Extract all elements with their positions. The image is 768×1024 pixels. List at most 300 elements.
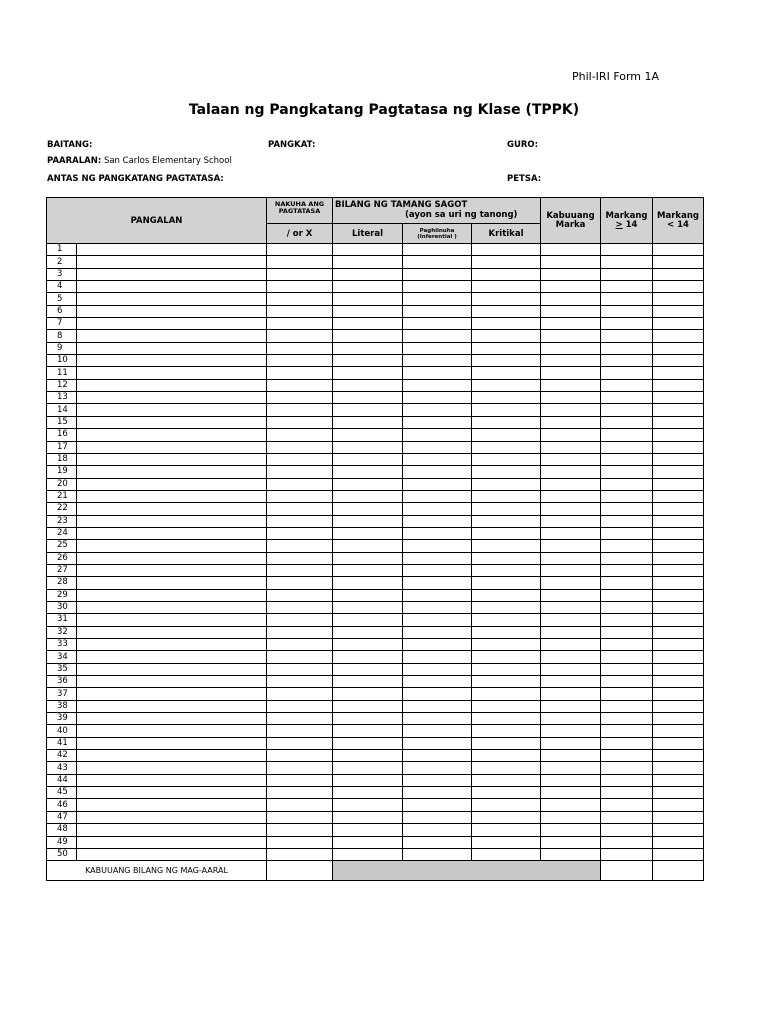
markang-ge-14-cell[interactable] [601,626,653,638]
literal-cell[interactable] [333,416,403,428]
kabuuang-marka-cell[interactable] [541,503,601,515]
kritikal-cell[interactable] [472,836,541,848]
paghiinuha-cell[interactable] [403,244,472,256]
kabuuang-marka-cell[interactable] [541,651,601,663]
nakuha-cell[interactable] [267,750,333,762]
kritikal-cell[interactable] [472,811,541,823]
markang-ge-14-cell[interactable] [601,416,653,428]
markang-ge-14-cell[interactable] [601,478,653,490]
kabuuang-marka-cell[interactable] [541,441,601,453]
paghiinuha-cell[interactable] [403,429,472,441]
literal-cell[interactable] [333,256,403,268]
kritikal-cell[interactable] [472,392,541,404]
markang-ge-14-cell[interactable] [601,527,653,539]
kritikal-cell[interactable] [472,787,541,799]
markang-lt-14-cell[interactable] [653,762,704,774]
name-cell[interactable] [77,416,267,428]
literal-cell[interactable] [333,552,403,564]
kritikal-cell[interactable] [472,416,541,428]
name-cell[interactable] [77,268,267,280]
markang-lt-14-cell[interactable] [653,281,704,293]
kabuuang-marka-cell[interactable] [541,552,601,564]
kabuuang-marka-cell[interactable] [541,663,601,675]
nakuha-cell[interactable] [267,688,333,700]
paghiinuha-cell[interactable] [403,404,472,416]
paghiinuha-cell[interactable] [403,305,472,317]
paghiinuha-cell[interactable] [403,700,472,712]
kritikal-cell[interactable] [472,466,541,478]
nakuha-cell[interactable] [267,651,333,663]
kabuuang-marka-cell[interactable] [541,577,601,589]
paghiinuha-cell[interactable] [403,601,472,613]
literal-cell[interactable] [333,244,403,256]
nakuha-cell[interactable] [267,639,333,651]
literal-cell[interactable] [333,268,403,280]
nakuha-cell[interactable] [267,540,333,552]
literal-cell[interactable] [333,281,403,293]
markang-ge-14-cell[interactable] [601,355,653,367]
literal-cell[interactable] [333,392,403,404]
literal-cell[interactable] [333,379,403,391]
kabuuang-marka-cell[interactable] [541,676,601,688]
literal-cell[interactable] [333,676,403,688]
literal-cell[interactable] [333,651,403,663]
name-cell[interactable] [77,503,267,515]
markang-lt-14-cell[interactable] [653,676,704,688]
markang-ge-14-cell[interactable] [601,774,653,786]
markang-lt-14-cell[interactable] [653,305,704,317]
literal-cell[interactable] [333,762,403,774]
name-cell[interactable] [77,429,267,441]
markang-lt-14-cell[interactable] [653,244,704,256]
literal-cell[interactable] [333,774,403,786]
markang-ge-14-cell[interactable] [601,268,653,280]
markang-lt-14-cell[interactable] [653,490,704,502]
kritikal-cell[interactable] [472,429,541,441]
nakuha-cell[interactable] [267,552,333,564]
kabuuang-marka-cell[interactable] [541,515,601,527]
literal-cell[interactable] [333,355,403,367]
name-cell[interactable] [77,651,267,663]
markang-ge-14-cell[interactable] [601,601,653,613]
nakuha-cell[interactable] [267,848,333,860]
paghiinuha-cell[interactable] [403,527,472,539]
markang-lt-14-cell[interactable] [653,787,704,799]
markang-lt-14-cell[interactable] [653,503,704,515]
kritikal-cell[interactable] [472,404,541,416]
paghiinuha-cell[interactable] [403,355,472,367]
literal-cell[interactable] [333,639,403,651]
markang-ge-14-cell[interactable] [601,305,653,317]
kritikal-cell[interactable] [472,713,541,725]
kritikal-cell[interactable] [472,824,541,836]
name-cell[interactable] [77,281,267,293]
literal-cell[interactable] [333,515,403,527]
markang-lt-14-cell[interactable] [653,663,704,675]
markang-ge-14-cell[interactable] [601,577,653,589]
paghiinuha-cell[interactable] [403,774,472,786]
markang-lt-14-cell[interactable] [653,713,704,725]
name-cell[interactable] [77,614,267,626]
kabuuang-marka-cell[interactable] [541,700,601,712]
kritikal-cell[interactable] [472,848,541,860]
name-cell[interactable] [77,774,267,786]
nakuha-cell[interactable] [267,577,333,589]
literal-cell[interactable] [333,330,403,342]
markang-ge-14-cell[interactable] [601,836,653,848]
kabuuang-marka-cell[interactable] [541,787,601,799]
name-cell[interactable] [77,441,267,453]
kritikal-cell[interactable] [472,651,541,663]
paghiinuha-cell[interactable] [403,392,472,404]
kritikal-cell[interactable] [472,453,541,465]
name-cell[interactable] [77,848,267,860]
name-cell[interactable] [77,824,267,836]
nakuha-cell[interactable] [267,305,333,317]
markang-lt-14-cell[interactable] [653,453,704,465]
kritikal-cell[interactable] [472,355,541,367]
kritikal-cell[interactable] [472,490,541,502]
paghiinuha-cell[interactable] [403,589,472,601]
markang-ge-14-cell[interactable] [601,799,653,811]
kritikal-cell[interactable] [472,626,541,638]
nakuha-cell[interactable] [267,293,333,305]
kritikal-cell[interactable] [472,330,541,342]
markang-ge-14-cell[interactable] [601,700,653,712]
markang-lt-14-cell[interactable] [653,688,704,700]
nakuha-cell[interactable] [267,774,333,786]
markang-ge-14-cell[interactable] [601,663,653,675]
paghiinuha-cell[interactable] [403,293,472,305]
markang-lt-14-cell[interactable] [653,367,704,379]
markang-lt-14-cell[interactable] [653,725,704,737]
markang-ge-14-cell[interactable] [601,318,653,330]
markang-lt-14-cell[interactable] [653,737,704,749]
markang-lt-14-cell[interactable] [653,379,704,391]
markang-ge-14-cell[interactable] [601,564,653,576]
paghiinuha-cell[interactable] [403,281,472,293]
kritikal-cell[interactable] [472,441,541,453]
footer-markang-ge-cell[interactable] [601,861,653,881]
name-cell[interactable] [77,762,267,774]
paghiinuha-cell[interactable] [403,762,472,774]
nakuha-cell[interactable] [267,318,333,330]
paghiinuha-cell[interactable] [403,676,472,688]
markang-ge-14-cell[interactable] [601,676,653,688]
kritikal-cell[interactable] [472,244,541,256]
nakuha-cell[interactable] [267,601,333,613]
kritikal-cell[interactable] [472,515,541,527]
kabuuang-marka-cell[interactable] [541,281,601,293]
markang-lt-14-cell[interactable] [653,441,704,453]
markang-ge-14-cell[interactable] [601,651,653,663]
kabuuang-marka-cell[interactable] [541,293,601,305]
kabuuang-marka-cell[interactable] [541,478,601,490]
kritikal-cell[interactable] [472,552,541,564]
kabuuang-marka-cell[interactable] [541,318,601,330]
markang-lt-14-cell[interactable] [653,268,704,280]
name-cell[interactable] [77,663,267,675]
kritikal-cell[interactable] [472,614,541,626]
markang-lt-14-cell[interactable] [653,750,704,762]
name-cell[interactable] [77,379,267,391]
paghiinuha-cell[interactable] [403,651,472,663]
kritikal-cell[interactable] [472,799,541,811]
paghiinuha-cell[interactable] [403,453,472,465]
paghiinuha-cell[interactable] [403,268,472,280]
markang-lt-14-cell[interactable] [653,515,704,527]
paghiinuha-cell[interactable] [403,515,472,527]
literal-cell[interactable] [333,614,403,626]
kritikal-cell[interactable] [472,663,541,675]
kabuuang-marka-cell[interactable] [541,453,601,465]
name-cell[interactable] [77,305,267,317]
name-cell[interactable] [77,367,267,379]
kabuuang-marka-cell[interactable] [541,367,601,379]
nakuha-cell[interactable] [267,564,333,576]
nakuha-cell[interactable] [267,836,333,848]
name-cell[interactable] [77,318,267,330]
paghiinuha-cell[interactable] [403,848,472,860]
literal-cell[interactable] [333,466,403,478]
name-cell[interactable] [77,515,267,527]
literal-cell[interactable] [333,836,403,848]
markang-ge-14-cell[interactable] [601,762,653,774]
markang-ge-14-cell[interactable] [601,811,653,823]
kabuuang-marka-cell[interactable] [541,342,601,354]
kabuuang-marka-cell[interactable] [541,416,601,428]
markang-lt-14-cell[interactable] [653,330,704,342]
kritikal-cell[interactable] [472,700,541,712]
markang-ge-14-cell[interactable] [601,540,653,552]
kritikal-cell[interactable] [472,564,541,576]
nakuha-cell[interactable] [267,478,333,490]
footer-markang-lt-cell[interactable] [653,861,704,881]
kabuuang-marka-cell[interactable] [541,564,601,576]
kabuuang-marka-cell[interactable] [541,626,601,638]
markang-ge-14-cell[interactable] [601,688,653,700]
kabuuang-marka-cell[interactable] [541,725,601,737]
name-cell[interactable] [77,355,267,367]
name-cell[interactable] [77,688,267,700]
kabuuang-marka-cell[interactable] [541,824,601,836]
kritikal-cell[interactable] [472,256,541,268]
nakuha-cell[interactable] [267,799,333,811]
nakuha-cell[interactable] [267,737,333,749]
name-cell[interactable] [77,589,267,601]
literal-cell[interactable] [333,601,403,613]
name-cell[interactable] [77,330,267,342]
paghiinuha-cell[interactable] [403,342,472,354]
nakuha-cell[interactable] [267,762,333,774]
markang-ge-14-cell[interactable] [601,466,653,478]
name-cell[interactable] [77,811,267,823]
kabuuang-marka-cell[interactable] [541,836,601,848]
kabuuang-marka-cell[interactable] [541,688,601,700]
name-cell[interactable] [77,737,267,749]
kabuuang-marka-cell[interactable] [541,799,601,811]
kritikal-cell[interactable] [472,639,541,651]
literal-cell[interactable] [333,663,403,675]
nakuha-cell[interactable] [267,503,333,515]
markang-lt-14-cell[interactable] [653,429,704,441]
literal-cell[interactable] [333,429,403,441]
kritikal-cell[interactable] [472,268,541,280]
literal-cell[interactable] [333,342,403,354]
paghiinuha-cell[interactable] [403,663,472,675]
literal-cell[interactable] [333,404,403,416]
nakuha-cell[interactable] [267,589,333,601]
nakuha-cell[interactable] [267,392,333,404]
literal-cell[interactable] [333,318,403,330]
markang-lt-14-cell[interactable] [653,651,704,663]
paghiinuha-cell[interactable] [403,318,472,330]
paghiinuha-cell[interactable] [403,836,472,848]
name-cell[interactable] [77,490,267,502]
literal-cell[interactable] [333,799,403,811]
paghiinuha-cell[interactable] [403,577,472,589]
kritikal-cell[interactable] [472,762,541,774]
markang-ge-14-cell[interactable] [601,552,653,564]
markang-ge-14-cell[interactable] [601,404,653,416]
literal-cell[interactable] [333,713,403,725]
nakuha-cell[interactable] [267,824,333,836]
kabuuang-marka-cell[interactable] [541,762,601,774]
kabuuang-marka-cell[interactable] [541,750,601,762]
markang-lt-14-cell[interactable] [653,836,704,848]
markang-ge-14-cell[interactable] [601,589,653,601]
literal-cell[interactable] [333,441,403,453]
name-cell[interactable] [77,466,267,478]
paghiinuha-cell[interactable] [403,713,472,725]
kabuuang-marka-cell[interactable] [541,614,601,626]
kabuuang-marka-cell[interactable] [541,404,601,416]
literal-cell[interactable] [333,626,403,638]
kritikal-cell[interactable] [472,367,541,379]
markang-lt-14-cell[interactable] [653,564,704,576]
kabuuang-marka-cell[interactable] [541,737,601,749]
literal-cell[interactable] [333,478,403,490]
nakuha-cell[interactable] [267,811,333,823]
nakuha-cell[interactable] [267,614,333,626]
markang-lt-14-cell[interactable] [653,601,704,613]
name-cell[interactable] [77,527,267,539]
markang-lt-14-cell[interactable] [653,416,704,428]
nakuha-cell[interactable] [267,626,333,638]
paghiinuha-cell[interactable] [403,330,472,342]
nakuha-cell[interactable] [267,700,333,712]
name-cell[interactable] [77,564,267,576]
markang-ge-14-cell[interactable] [601,614,653,626]
markang-lt-14-cell[interactable] [653,774,704,786]
nakuha-cell[interactable] [267,527,333,539]
nakuha-cell[interactable] [267,416,333,428]
kritikal-cell[interactable] [472,540,541,552]
markang-lt-14-cell[interactable] [653,540,704,552]
markang-ge-14-cell[interactable] [601,392,653,404]
paghiinuha-cell[interactable] [403,614,472,626]
name-cell[interactable] [77,478,267,490]
name-cell[interactable] [77,577,267,589]
kabuuang-marka-cell[interactable] [541,601,601,613]
name-cell[interactable] [77,601,267,613]
paghiinuha-cell[interactable] [403,737,472,749]
literal-cell[interactable] [333,503,403,515]
markang-ge-14-cell[interactable] [601,503,653,515]
kabuuang-marka-cell[interactable] [541,355,601,367]
literal-cell[interactable] [333,824,403,836]
literal-cell[interactable] [333,305,403,317]
kabuuang-marka-cell[interactable] [541,540,601,552]
name-cell[interactable] [77,244,267,256]
markang-ge-14-cell[interactable] [601,429,653,441]
markang-lt-14-cell[interactable] [653,478,704,490]
name-cell[interactable] [77,342,267,354]
literal-cell[interactable] [333,725,403,737]
markang-ge-14-cell[interactable] [601,330,653,342]
markang-lt-14-cell[interactable] [653,824,704,836]
kabuuang-marka-cell[interactable] [541,268,601,280]
markang-lt-14-cell[interactable] [653,404,704,416]
name-cell[interactable] [77,540,267,552]
literal-cell[interactable] [333,811,403,823]
markang-lt-14-cell[interactable] [653,527,704,539]
nakuha-cell[interactable] [267,725,333,737]
markang-lt-14-cell[interactable] [653,355,704,367]
markang-lt-14-cell[interactable] [653,589,704,601]
name-cell[interactable] [77,787,267,799]
kritikal-cell[interactable] [472,527,541,539]
kabuuang-marka-cell[interactable] [541,429,601,441]
nakuha-cell[interactable] [267,490,333,502]
literal-cell[interactable] [333,848,403,860]
markang-ge-14-cell[interactable] [601,848,653,860]
literal-cell[interactable] [333,453,403,465]
name-cell[interactable] [77,404,267,416]
markang-ge-14-cell[interactable] [601,737,653,749]
paghiinuha-cell[interactable] [403,688,472,700]
markang-ge-14-cell[interactable] [601,787,653,799]
nakuha-cell[interactable] [267,404,333,416]
paghiinuha-cell[interactable] [403,256,472,268]
kritikal-cell[interactable] [472,503,541,515]
kritikal-cell[interactable] [472,589,541,601]
markang-lt-14-cell[interactable] [653,318,704,330]
literal-cell[interactable] [333,527,403,539]
paghiinuha-cell[interactable] [403,725,472,737]
nakuha-cell[interactable] [267,676,333,688]
nakuha-cell[interactable] [267,453,333,465]
name-cell[interactable] [77,700,267,712]
literal-cell[interactable] [333,293,403,305]
literal-cell[interactable] [333,577,403,589]
kabuuang-marka-cell[interactable] [541,256,601,268]
paghiinuha-cell[interactable] [403,478,472,490]
nakuha-cell[interactable] [267,379,333,391]
nakuha-cell[interactable] [267,330,333,342]
literal-cell[interactable] [333,750,403,762]
kritikal-cell[interactable] [472,305,541,317]
literal-cell[interactable] [333,540,403,552]
paghiinuha-cell[interactable] [403,552,472,564]
markang-ge-14-cell[interactable] [601,244,653,256]
markang-ge-14-cell[interactable] [601,342,653,354]
name-cell[interactable] [77,836,267,848]
footer-nakuha-cell[interactable] [267,861,333,881]
markang-lt-14-cell[interactable] [653,256,704,268]
literal-cell[interactable] [333,737,403,749]
name-cell[interactable] [77,256,267,268]
